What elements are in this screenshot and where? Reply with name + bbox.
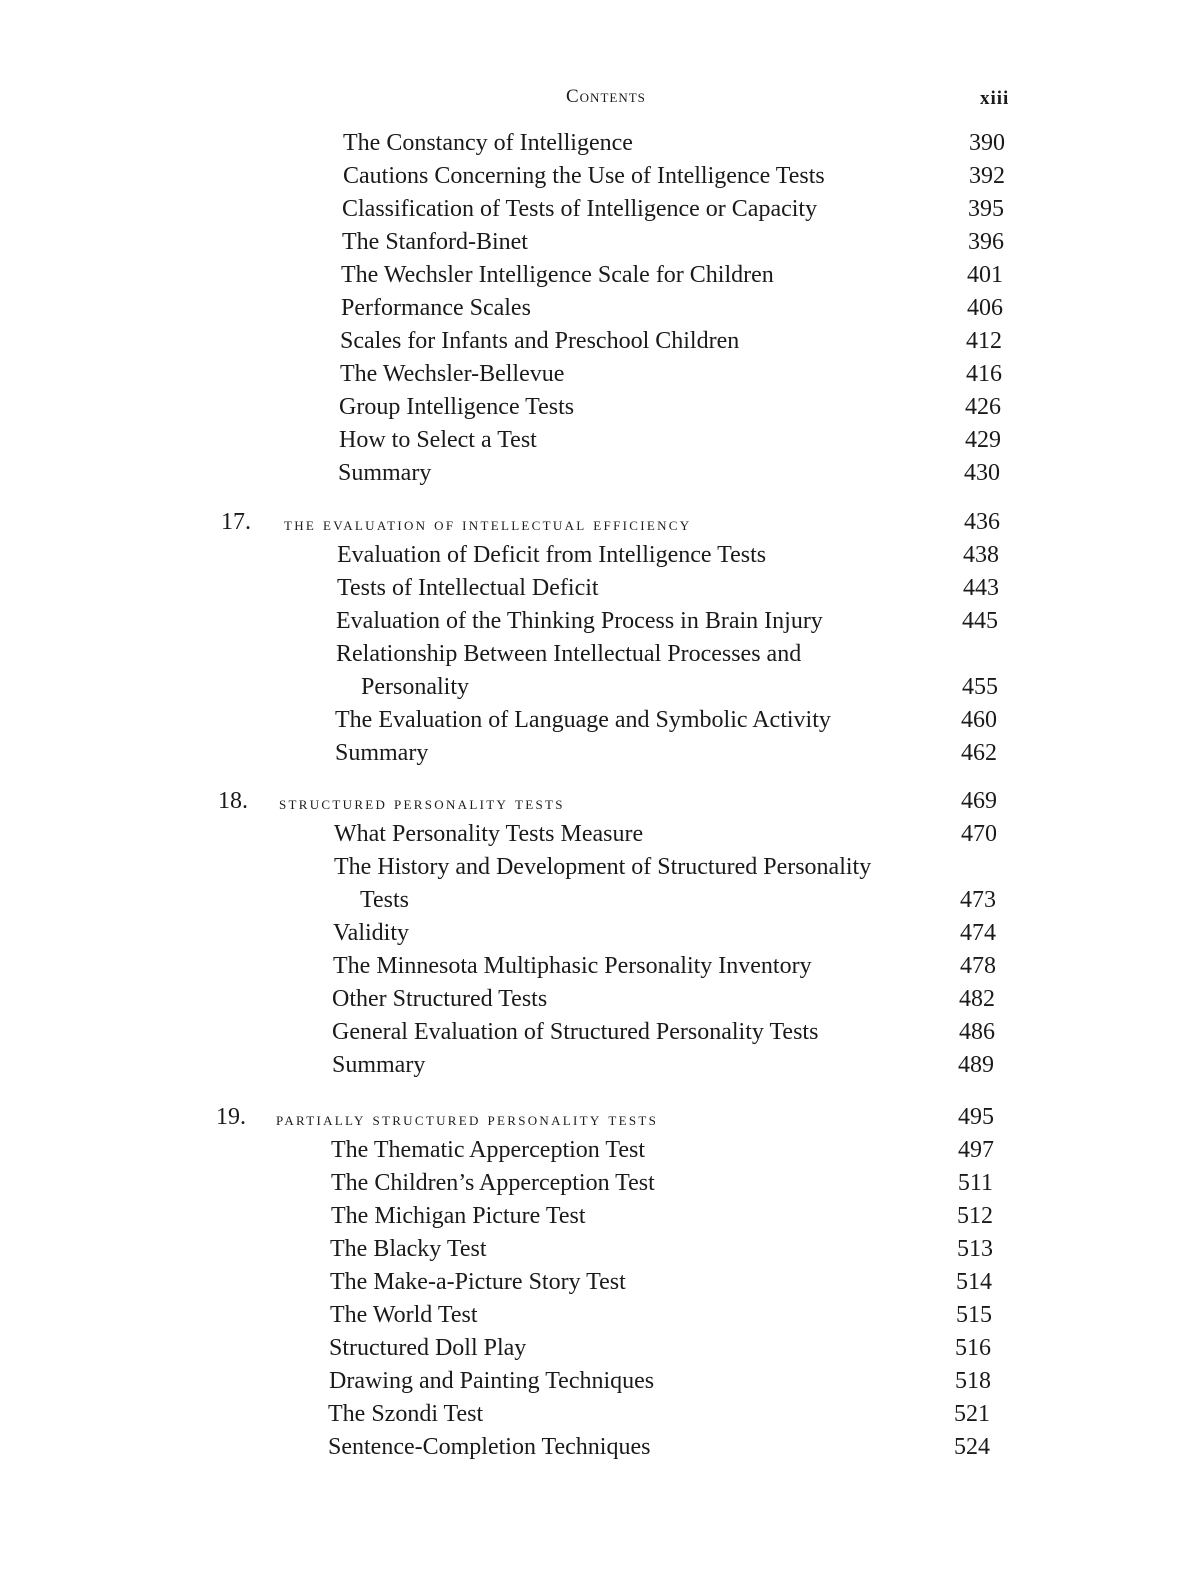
toc-entry-continuation — [0, 884, 1191, 917]
chapter-title: partially structured personality tests — [276, 1109, 659, 1129]
toc-entry-title: The Minnesota Multiphasic Personality Inventory — [333, 953, 812, 979]
toc-entry — [0, 983, 1191, 1016]
toc-entry-page: 518 — [955, 1368, 991, 1394]
toc-entry-title: The Children’s Apperception Test — [331, 1170, 655, 1196]
toc-entry — [0, 1332, 1191, 1365]
toc-entry — [0, 1016, 1191, 1049]
toc-entry — [0, 917, 1191, 950]
toc-entry-title: Relationship Between Intellectual Processes and — [336, 641, 802, 667]
toc-entry-title: The Blacky Test — [330, 1236, 487, 1262]
running-head — [0, 86, 1191, 116]
toc-entry-page: 514 — [956, 1269, 992, 1295]
toc-entry-title: Summary — [338, 460, 432, 486]
toc-entry-page: 486 — [959, 1019, 995, 1045]
toc-entry-title: The Szondi Test — [328, 1401, 484, 1427]
chapter-page: 495 — [958, 1104, 994, 1130]
toc-entry-page: 395 — [968, 196, 1004, 222]
toc-entry-title: What Personality Tests Measure — [334, 821, 644, 847]
toc-entry-page: 429 — [965, 427, 1001, 453]
chapter-title: the evaluation of intellectual efficiency — [284, 514, 692, 534]
toc-entry — [0, 704, 1191, 737]
toc-section-intro — [0, 127, 1191, 490]
toc-entry-title: Evaluation of Deficit from Intelligence Tests — [337, 542, 767, 568]
toc-entry — [0, 160, 1191, 193]
toc-entry-page: 455 — [962, 674, 998, 700]
toc-entry-title: The Wechsler Intelligence Scale for Children — [341, 262, 774, 288]
running-head-page-number: xiii — [980, 88, 1010, 109]
toc-entry-title: The Evaluation of Language and Symbolic Activity — [335, 707, 831, 733]
chapter-page: 469 — [961, 788, 997, 814]
toc-entry — [0, 1049, 1191, 1082]
toc-entry-title: Group Intelligence Tests — [339, 394, 575, 420]
toc-entry-page: 521 — [954, 1401, 990, 1427]
toc-entry — [0, 950, 1191, 983]
toc-entry — [0, 226, 1191, 259]
toc-entry-page: 426 — [965, 394, 1001, 420]
chapter-number: 19. — [216, 1104, 246, 1130]
toc-entry-title: The Stanford-Binet — [342, 229, 528, 255]
toc-entry-title: The Constancy of Intelligence — [343, 130, 633, 156]
toc-entry — [0, 358, 1191, 391]
toc-entry — [0, 818, 1191, 851]
toc-entry-page: 460 — [961, 707, 997, 733]
toc-entry — [0, 572, 1191, 605]
toc-entry — [0, 737, 1191, 770]
toc-entry — [0, 1431, 1191, 1464]
toc-entry — [0, 325, 1191, 358]
toc-entry-page: 489 — [958, 1052, 994, 1078]
toc-entry — [0, 424, 1191, 457]
toc-entry-title: Evaluation of the Thinking Process in Brain Injury — [336, 608, 823, 634]
toc-entry-page: 513 — [957, 1236, 993, 1262]
toc-entry-page: 515 — [956, 1302, 992, 1328]
toc-entry-page: 401 — [967, 262, 1003, 288]
chapter-heading — [0, 785, 1191, 818]
chapter-title: structured personality tests — [279, 793, 565, 813]
toc-entry-page: 470 — [961, 821, 997, 847]
toc-entry — [0, 292, 1191, 325]
toc-entry-page: 392 — [969, 163, 1005, 189]
toc-entry-title-continuation: Personality — [361, 674, 469, 700]
toc-entry — [0, 1365, 1191, 1398]
toc-entry-page: 512 — [957, 1203, 993, 1229]
toc-entry — [0, 851, 1191, 884]
toc-entry — [0, 259, 1191, 292]
toc-entry-page: 443 — [963, 575, 999, 601]
toc-entry — [0, 605, 1191, 638]
toc-entry — [0, 127, 1191, 160]
toc-entry-page: 416 — [966, 361, 1002, 387]
toc-entry-page: 497 — [958, 1137, 994, 1163]
toc-entry-title: How to Select a Test — [339, 427, 537, 453]
toc-entry — [0, 457, 1191, 490]
chapter-heading — [0, 1101, 1191, 1134]
toc-entry-title: Structured Doll Play — [329, 1335, 527, 1361]
toc-entry — [0, 1398, 1191, 1431]
toc-entry-page: 396 — [968, 229, 1004, 255]
toc-entry-page: 390 — [969, 130, 1005, 156]
toc-entry-title: Performance Scales — [341, 295, 531, 321]
toc-entry-title: General Evaluation of Structured Personality Tests — [332, 1019, 819, 1045]
chapter-number: 17. — [221, 509, 251, 535]
toc-entry-title: Other Structured Tests — [332, 986, 548, 1012]
toc-entry-page: 406 — [967, 295, 1003, 321]
toc-entry-title: Sentence-Completion Techniques — [328, 1434, 651, 1460]
running-head-title: Contents — [566, 86, 646, 107]
toc-entry-title: Drawing and Painting Techniques — [329, 1368, 655, 1394]
toc-entry — [0, 193, 1191, 226]
toc-entry — [0, 1233, 1191, 1266]
toc-chapter-18 — [0, 785, 1191, 1082]
toc-entry-title: Scales for Infants and Preschool Children — [340, 328, 740, 354]
toc-entry-page: 438 — [963, 542, 999, 568]
toc-entry-title: Tests of Intellectual Deficit — [337, 575, 599, 601]
toc-entry-title: The History and Development of Structured Personality — [334, 854, 872, 880]
toc-entry-title: The World Test — [330, 1302, 478, 1328]
toc-entry — [0, 539, 1191, 572]
toc-entry-continuation — [0, 671, 1191, 704]
toc-entry-title-continuation: Tests — [360, 887, 409, 913]
toc-entry-title: Cautions Concerning the Use of Intelligence Tests — [343, 163, 825, 189]
toc-entry-page: 516 — [955, 1335, 991, 1361]
chapter-page: 436 — [964, 509, 1000, 535]
toc-entry-page: 478 — [960, 953, 996, 979]
toc-entry-page: 430 — [964, 460, 1000, 486]
chapter-number: 18. — [218, 788, 248, 814]
toc-entry-title: Classification of Tests of Intelligence or Capacity — [342, 196, 818, 222]
toc-entry-title: The Make-a-Picture Story Test — [330, 1269, 626, 1295]
toc-entry-title: The Michigan Picture Test — [331, 1203, 586, 1229]
toc-entry — [0, 1200, 1191, 1233]
toc-entry — [0, 1167, 1191, 1200]
toc-entry-page: 474 — [960, 920, 996, 946]
toc-entry-page: 511 — [957, 1170, 993, 1196]
toc-entry-page: 462 — [961, 740, 997, 766]
toc-entry-title: The Wechsler-Bellevue — [340, 361, 565, 387]
toc-entry-page: 482 — [959, 986, 995, 1012]
toc-entry — [0, 1299, 1191, 1332]
toc-entry — [0, 391, 1191, 424]
toc-entry-title: Summary — [332, 1052, 426, 1078]
toc-chapter-17 — [0, 506, 1191, 770]
toc-entry-page: 524 — [954, 1434, 990, 1460]
toc-entry-title: The Thematic Apperception Test — [331, 1137, 646, 1163]
toc-entry — [0, 1266, 1191, 1299]
toc-chapter-19 — [0, 1101, 1191, 1464]
toc-entry-title: Summary — [335, 740, 429, 766]
toc-entry-title: Validity — [333, 920, 409, 946]
chapter-heading — [0, 506, 1191, 539]
toc-entry-page: 473 — [960, 887, 996, 913]
toc-entry — [0, 1134, 1191, 1167]
toc-entry-page: 412 — [966, 328, 1002, 354]
toc-entry-page: 445 — [962, 608, 998, 634]
toc-entry — [0, 638, 1191, 671]
